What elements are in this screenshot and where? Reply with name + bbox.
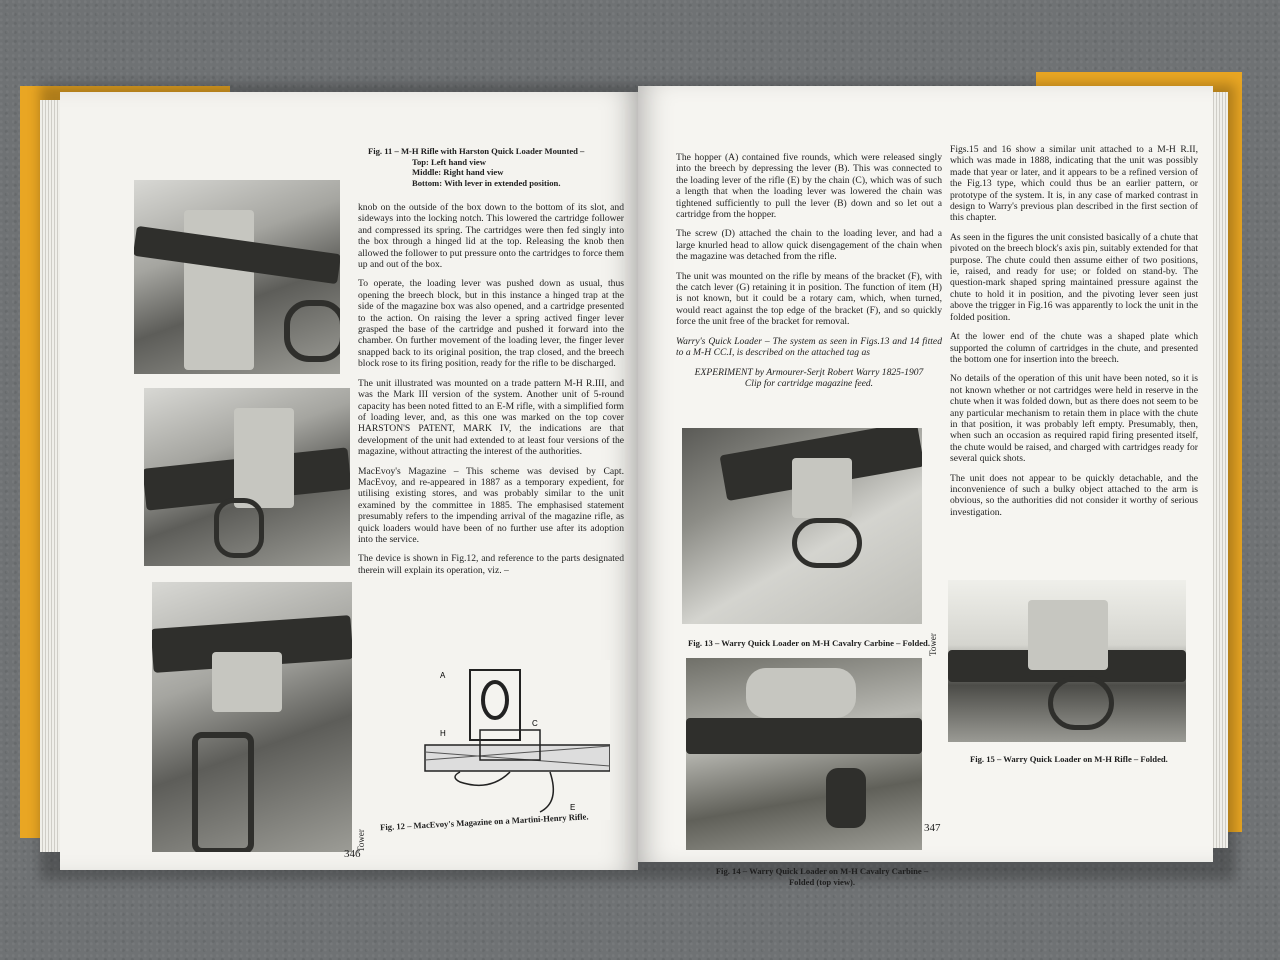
left-page (60, 92, 638, 870)
fig12-caption: Fig. 12 – MacEvoy's Magazine on a Martini-Henry Rifle. (379, 811, 589, 833)
fig13-caption: Fig. 13 – Warry Quick Loader on M-H Cavalry Carbine – Folded. (688, 638, 930, 648)
experiment-line-1: EXPERIMENT by Armourer-Serjt Robert Warry 1825-1907 (694, 366, 924, 378)
right-paragraph: The screw (D) attached the chain to the loading lever, and had a large knurled head to allow quick disengagement of the chain when the magazine was detached from the rifle. (676, 228, 942, 263)
diagram-label-e: E (570, 803, 576, 812)
fig15-photo (948, 580, 1186, 742)
right-paragraph: As seen in the figures the unit consisted basically of a chute that pivoted on the breech block's axis pin, suitably extended for that purpose. The chute could then assume either of two positions, ie, raised, and ready for use; or folded on stand-by. The question-mark shaped spring maintained pressure against the chute to hold it in position, and the pivoting lever seen just above the trigger in Fig.16 was apparently to lock the unit in the folded position. (950, 231, 1198, 323)
left-paragraph: The unit illustrated was mounted on a trade pattern M-H R.III, and was the Mark III version of the system. Another unit of 5-round capacity has been noted fitted to an E-M rifle, with a simplified form of loading lever, and, as this one was marked on the top cover HARSTON'S PATENT, MARK IV, the indications are that development of the unit had extended to at least four versions of the magazine, without attracting the interest of the authorities. (358, 377, 624, 458)
fig11-caption-line3: Bottom: With lever in extended position. (412, 177, 561, 188)
right-paragraph: The unit does not appear to be quickly detachable, and the inconvenience of such a bulky object attached to the arm is obvious, so the authorities did not consider it worthy of serious investigation. (950, 472, 1198, 518)
fig14-caption-line1: Fig. 14 – Warry Quick Loader on M-H Cavalry Carbine – (715, 866, 929, 876)
diagram-label-h: H (440, 729, 446, 738)
left-page-number: 346 (344, 848, 361, 860)
fig11-caption-line1: Top: Left hand view (412, 156, 486, 167)
right-paragraph: At the lower end of the chute was a shaped plate which supported the column of cartridges in the chute, and presented the bottom one for insertion into the breech. (950, 331, 1198, 365)
fig15-caption: Fig. 15 – Warry Quick Loader on M-H Rifle – Folded. (970, 754, 1168, 764)
right-paragraph: Figs.15 and 16 show a similar unit attached to a M-H R.II, which was made in 1888, indicating that the unit was possibly made that year or later, and it appears to be a refined version of the Fig.13 type, which could thus be an earlier pattern, or prototype of the system. It is, in any case of marked contrast in design to Warry's previous plan described in the first section of this chapter. (950, 144, 1198, 224)
fig14-caption-line2: Folded (top view). (788, 876, 856, 887)
right-text-column-2 (950, 144, 1198, 526)
fig11-middle-photo (144, 388, 350, 566)
right-page-number: 347 (924, 822, 941, 834)
fig14-caption (702, 866, 942, 887)
fig12-diagram (410, 660, 610, 820)
fig11-bottom-photo (152, 582, 352, 852)
left-side-label: Tower (356, 829, 366, 852)
fig11-caption (368, 146, 618, 188)
fig14-photo (686, 658, 922, 850)
fig11-top-photo (134, 180, 340, 374)
fig11-caption-title: Fig. 11 – M-H Rifle with Harston Quick Loader Mounted – (368, 146, 585, 156)
diagram-label-c: C (532, 719, 538, 728)
left-paragraph: MacEvoy's Magazine – This scheme was devised by Capt. MacEvoy, and re-appeared in 1887 as a temporary expedient, for utilising existing stores, and was probably similar to the unit examined by the committee in 1885. The emphasised statement presumably refers to the impending arrival of the magazine rifle, as quick loaders would have been of no further use after its adoption into the service. (358, 465, 624, 545)
fig11-caption-line2: Middle: Right hand view (412, 167, 504, 177)
right-paragraph: The unit was mounted on the rifle by means of the bracket (F), with the catch lever (G) retaining it in position. The function of item (H) is not known, but it could be a rotary cam, which, when turned, would react against the top edge of the bracket (F), and so quickly force the unit free of the bracket for removal. (676, 270, 942, 328)
right-page (638, 86, 1213, 887)
left-paragraph: To operate, the loading lever was pushed down as usual, thus opening the breech block, but in this instance a hinged trap at the side of the magazine box was also opened, and a cartridge presented to the action. On raising the lever a spring actived finger lever grasped the base of the cartridge and pushed it forward into the chamber. On further movement of the loading lever, the finger lever snapped back to its original position, the trap closed, and the breech block rose to its firing position, ready for the rifle to be discharged. (358, 278, 624, 370)
right-paragraph: Warry's Quick Loader – The system as seen in Figs.13 and 14 fitted to a M-H CC.I, is described on the attached tag as (676, 335, 942, 359)
right-paragraph: No details of the operation of this unit have been noted, so it is not known whether or not cartridges were held in reserve in the chute when it was folded down, but as there does not seem to be any particular mechanism to retain them in place with the chute in that position, it was probably left empty. Presumably, then, when such an occasion as required rapid firing presented itself, the chute would be raised, and charged with cartridges ready for several quick shots. (950, 373, 1198, 465)
right-side-label: Tower (928, 633, 938, 656)
left-paragraph: The device is shown in Fig.12, and reference to the parts designated therein will explain its operation, viz. – (358, 553, 624, 576)
left-paragraph: knob on the outside of the box down to the bottom of its slot, and sideways into the locking notch. This lowered the cartridge follower and compressed its spring. The cartridges were then fed singly into the box through a hinged lid at the top. Releasing the knob then allowed the follower to put pressure onto the cartridges to force them up and out of the box. (358, 202, 624, 271)
diagram-label-a: A (440, 671, 446, 680)
right-text-column-1 (676, 152, 942, 389)
fig13-photo (682, 428, 922, 624)
right-paragraph: The hopper (A) contained five rounds, which were released singly into the breech by depressing the lever (B). This was connected to the loading lever of the rifle (E) by the chain (C), which was of such a length that when the loading lever was lowered the chain was tightened sufficiently to pull the lever (B) down and so let out a cartridge from the hopper. (676, 152, 942, 221)
left-text-column (358, 202, 624, 584)
experiment-line-2: Clip for cartridge magazine feed. (744, 377, 874, 389)
